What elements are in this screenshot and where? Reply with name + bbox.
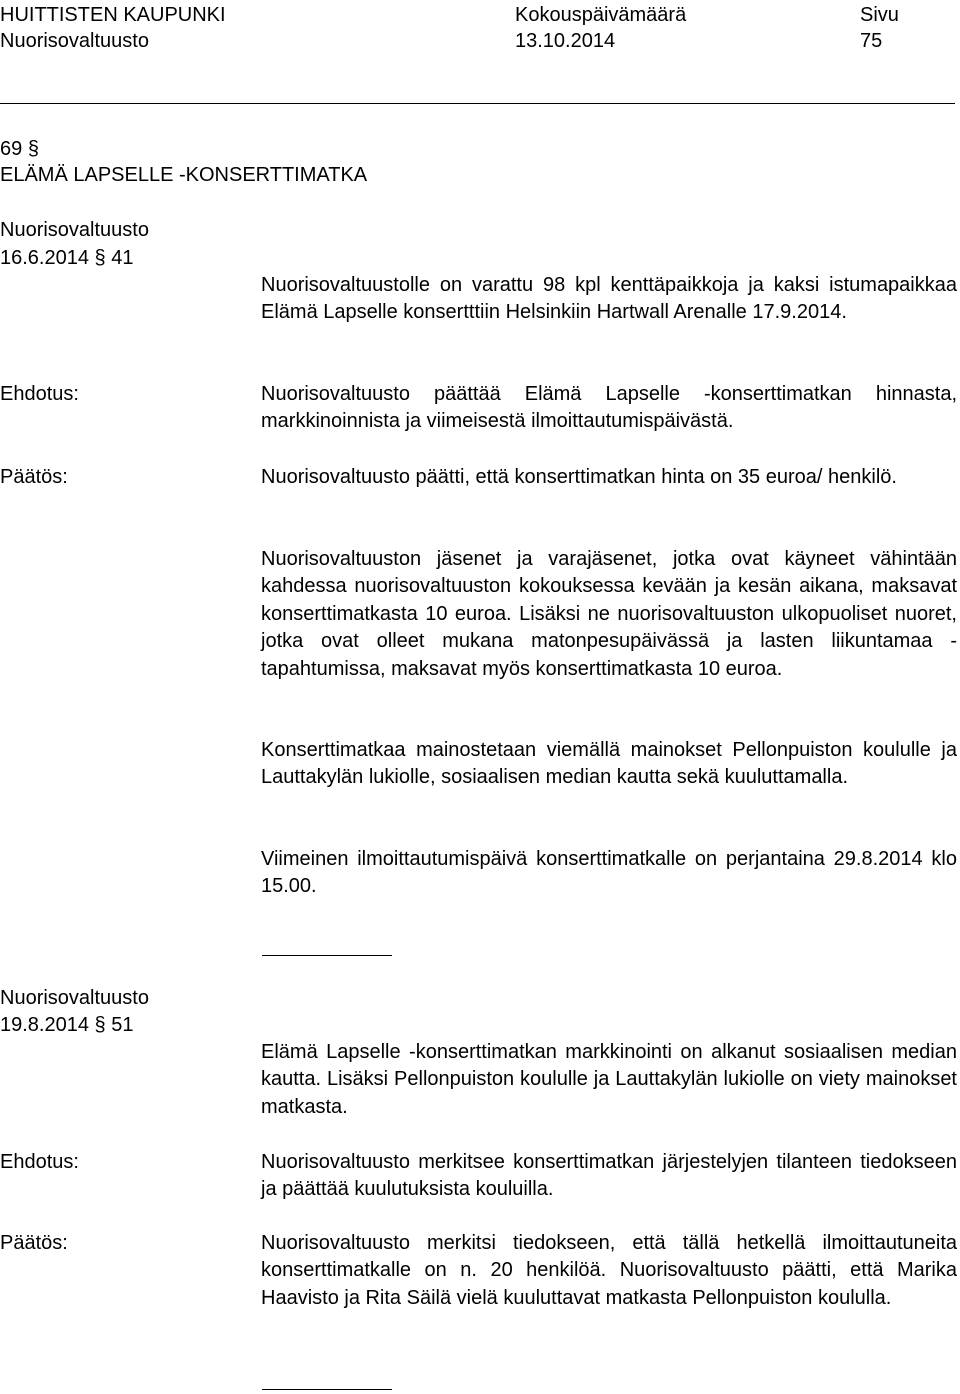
meeting1-section: 41 xyxy=(111,247,134,269)
item-number-line xyxy=(0,136,39,163)
meeting2-proposal: Nuorisovaltuusto merkitsee konserttimatkan järjestelyjen tilanteen tiedokseen ja päättää kuulutuksista kouluilla. xyxy=(261,1151,957,1201)
meeting1-intro: Nuorisovaltuustolle on varattu 98 kpl kenttäpaikkoja ja kaksi istumapaikkaa Elämä Lapselle konsertttiin Helsinkiin Hartwall Arenalle 17.9.2014. xyxy=(261,274,957,324)
meeting1-body: Nuorisovaltuusto xyxy=(0,219,149,241)
meeting2-body: Nuorisovaltuusto xyxy=(0,987,149,1009)
meeting2-section: 51 xyxy=(111,1014,134,1036)
meeting1-paragraph-marketing: Konserttimatkaa mainostetaan viemällä mainokset Pellonpuiston koululle ja Lauttakylän lukiolle, sosiaalisen median kautta sekä kuuluttamalla. xyxy=(261,739,957,789)
meeting1-paragraph-fees: Nuorisovaltuuston jäsenet ja varajäsenet, jotka ovat käyneet vähintään kahdessa nuorisovaltuuston kokouksessa kevään ja kesän aikana, maksavat konserttimatkasta 10 euroa. Lisäksi ne nuorisovaltuuston ulkopuoliset nuoret, jotka ovat olleet mukana matonpesupäivässä ja lasten liikuntamaa -tapahtumissa, maksavat myös konserttimatkasta 10 euroa. xyxy=(261,548,957,680)
meeting1-decision-label: Päätös: xyxy=(0,466,68,488)
header-divider xyxy=(0,103,955,104)
header-page-label: Sivu xyxy=(860,4,899,26)
meeting1-paragraph-deadline: Viimeinen ilmoittautumispäivä konserttimatkalle on perjantaina 29.8.2014 klo 15.00. xyxy=(261,848,957,898)
meeting2-date: 19.8.2014 xyxy=(0,1014,89,1036)
header-date-label: Kokouspäivämäärä xyxy=(515,4,687,26)
item-number: 69 xyxy=(0,138,23,160)
meeting1-date: 16.6.2014 xyxy=(0,247,89,269)
header-body: Nuorisovaltuusto xyxy=(0,30,149,52)
meeting2-decision: Nuorisovaltuusto merkitsi tiedokseen, että tällä hetkellä ilmoittautuneita konserttimatkalle on n. 20 henkilöä. Nuorisovaltuusto päätti, että Marika Haavisto ja Rita Säilä vielä kuuluttavat matkasta Pellonpuiston koululla. xyxy=(261,1232,957,1309)
header-date: 13.10.2014 xyxy=(515,30,616,52)
meeting1-section-mark: § xyxy=(94,247,106,269)
header-org: HUITTISTEN KAUPUNKI xyxy=(0,4,226,26)
section-end-rule xyxy=(262,955,392,956)
meeting2-decision-label: Päätös: xyxy=(0,1232,68,1254)
section-end-rule-2 xyxy=(262,1389,392,1390)
meeting1-decision: Nuorisovaltuusto päätti, että konserttimatkan hinta on 35 euroa/ henkilö. xyxy=(261,466,897,488)
item-title: ELÄMÄ LAPSELLE -KONSERTTIMATKA xyxy=(0,164,368,186)
meeting1-proposal-label: Ehdotus: xyxy=(0,383,79,405)
meeting2-date-line xyxy=(0,1012,133,1039)
meeting1-proposal: Nuorisovaltuusto päättää Elämä Lapselle -konserttimatkan hinnasta, markkinoinnista ja viimeisestä ilmoittautumispäivästä. xyxy=(261,383,957,433)
meeting1-date-line xyxy=(0,245,133,272)
section-mark: § xyxy=(27,138,39,160)
header-page-number: 75 xyxy=(860,30,883,52)
meeting2-intro: Elämä Lapselle -konserttimatkan markkinointi on alkanut sosiaalisen median kautta. Lisäksi Pellonpuiston koululle ja Lauttakylän lukiolle on viety mainokset matkasta. xyxy=(261,1041,957,1118)
meeting2-section-mark: § xyxy=(94,1014,106,1036)
meeting2-proposal-label: Ehdotus: xyxy=(0,1151,79,1173)
